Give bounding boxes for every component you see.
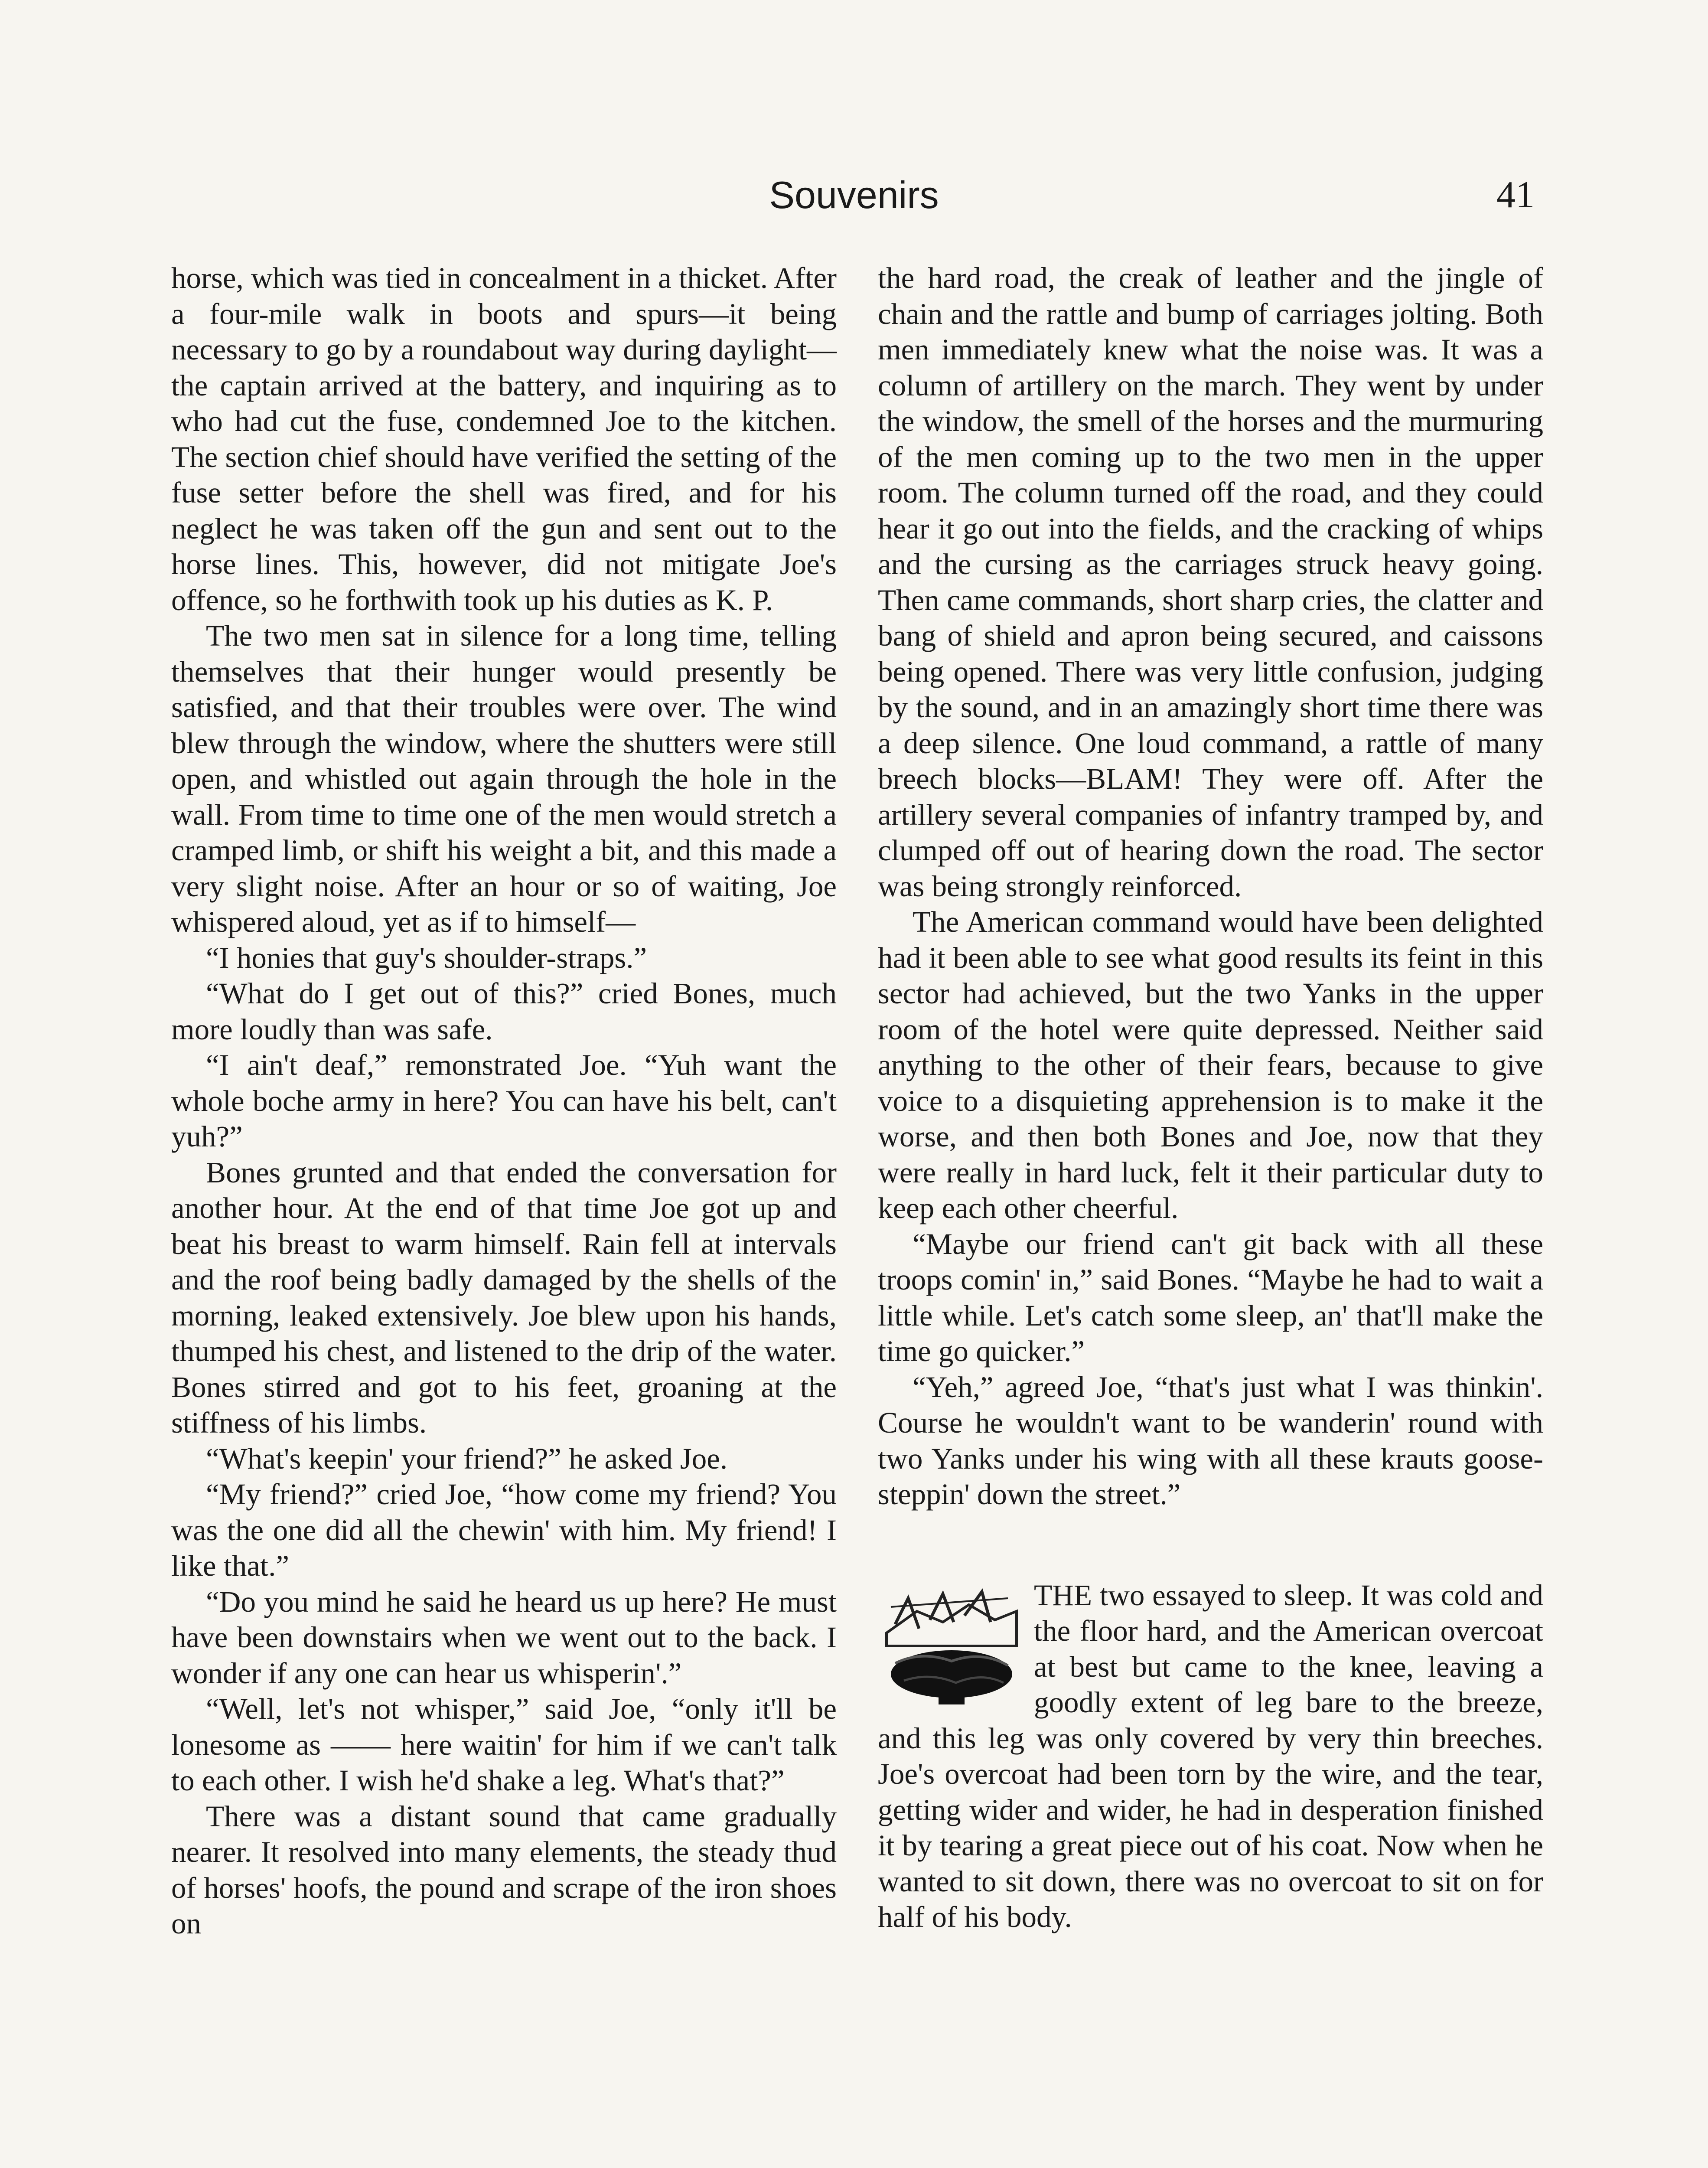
paragraph: “Do you mind he said he heard us up here? He must have been downstairs when we went out to the back. I wonder if any one can hear us whisperin'.”	[171, 1585, 837, 1690]
decorative-vignette-icon	[878, 1581, 1025, 1707]
paragraph: The American command would have been delighted had it been able to see what good results its feint in this sector had achieved, but the two Yanks in the upper room of the hotel were quite depressed. Neither said anything to the other of their fears, because to give voice to a disquieting apprehension is to make it the worse, and then both Bones and Joe, now that they were really in hard luck, felt it their particular duty to keep each other cheerful.	[878, 905, 1543, 1224]
paragraph: “I ain't deaf,” remonstrated Joe. “Yuh want the whole boche army in here? You can have his belt, can't yuh?”	[171, 1048, 837, 1153]
paragraph: There was a distant sound that came gradually nearer. It resolved into many elements, the steady thud of horses' hoofs, the pound and scrape of the iron shoes on	[171, 1799, 837, 1940]
paragraph: “My friend?” cried Joe, “how come my friend? You was the one did all the chewin' with him. My friend! I like that.”	[171, 1478, 837, 1582]
page-title: Souvenirs	[769, 173, 939, 216]
right-column	[878, 260, 1543, 1935]
paragraph: “What's keepin' your friend?” he asked Joe.	[206, 1442, 728, 1475]
paragraph: “Maybe our friend can't git back with all these troops comin' in,” said Bones. “Maybe he had to wait a little while. Let's catch some sleep, an' that'll make the time go quicker.”	[878, 1227, 1543, 1368]
paragraph: the hard road, the creak of leather and the jingle of chain and the rattle and bump of carriages jolting. Both men immediately knew what the noise was. It was a column of artillery on the march. They went by under the window, the smell of the horses and the murmuring of the men coming up to the two men in the upper room. The column turned off the road, and they could hear it go out into the fields, and the cracking of whips and the cursing as the carriages struck heavy going. Then came commands, short sharp cries, the clatter and bang of shield and apron being secured, and caissons being opened. There was very little confusion, judging by the sound, and in an amazingly short time there was a deep silence. One loud command, a rattle of many breech blocks—BLAM! They were off. After the artillery several companies of infantry tramped by, and clumped off out of hearing down the road. The sector was being strongly reinforced.	[878, 261, 1543, 903]
running-head	[0, 169, 1708, 230]
section-break	[878, 1512, 1543, 1577]
paragraph: horse, which was tied in concealment in a thicket. After a four-mile walk in boots and spurs—it being necessary to go by a roundabout way during daylight—the captain arrived at the battery, and inquiring as to who had cut the fuse, condemned Joe to the kitchen. The section chief should have verified the setting of the fuse setter before the shell was fired, and for his neglect he was taken off the gun and sent out to the horse lines. This, however, did not mitigate Joe's offence, so he forthwith took up his duties as K. P.	[171, 261, 837, 617]
paragraph: “What do I get out of this?” cried Bones, much more loudly than was safe.	[171, 977, 837, 1046]
paragraph: “I honies that guy's shoulder-straps.”	[206, 941, 647, 974]
paragraph: “Well, let's not whisper,” said Joe, “only it'll be lonesome as —— here waitin' for him if we can't talk to each other. I wish he'd shake a leg. What's that?”	[171, 1692, 837, 1797]
paragraph: THE two essayed to sleep. It was cold and the floor hard, and the American overcoat at best but came to the knee, leaving a goodly extent of leg bare to the breeze, and this leg was only covered by very thin breeches. Joe's overcoat had been torn by the wire, and the tear, getting wider and wider, he had in desperation finished it by tearing a great piece out of his coat. Now when he wanted to sit down, there was no overcoat to sit on for half of his body.	[878, 1578, 1543, 1933]
page-number: 41	[1496, 174, 1535, 216]
paragraph: “Yeh,” agreed Joe, “that's just what I was thinkin'. Course he wouldn't want to be wanderin' round with two Yanks under his wing with all these krauts goose-steppin' down the street.”	[878, 1370, 1543, 1511]
paragraph: The two men sat in silence for a long time, telling themselves that their hunger would presently be satisfied, and that their troubles were over. The wind blew through the window, where the shutters were still open, and whistled out again through the hole in the wall. From time to time one of the men would stretch a cramped limb, or shift his weight a bit, and this made a very slight noise. After an hour or so of waiting, Joe whispered aloud, yet as if to himself—	[171, 619, 837, 938]
left-column	[171, 260, 837, 1942]
paragraph: Bones grunted and that ended the conversation for another hour. At the end of that time Joe got up and beat his breast to warm himself. Rain fell at intervals and the roof being badly damaged by the shells of the morning, leaked extensively. Joe blew upon his hands, thumped his chest, and listened to the drip of the water. Bones stirred and got to his feet, groaning at the stiffness of his limbs.	[171, 1156, 837, 1439]
